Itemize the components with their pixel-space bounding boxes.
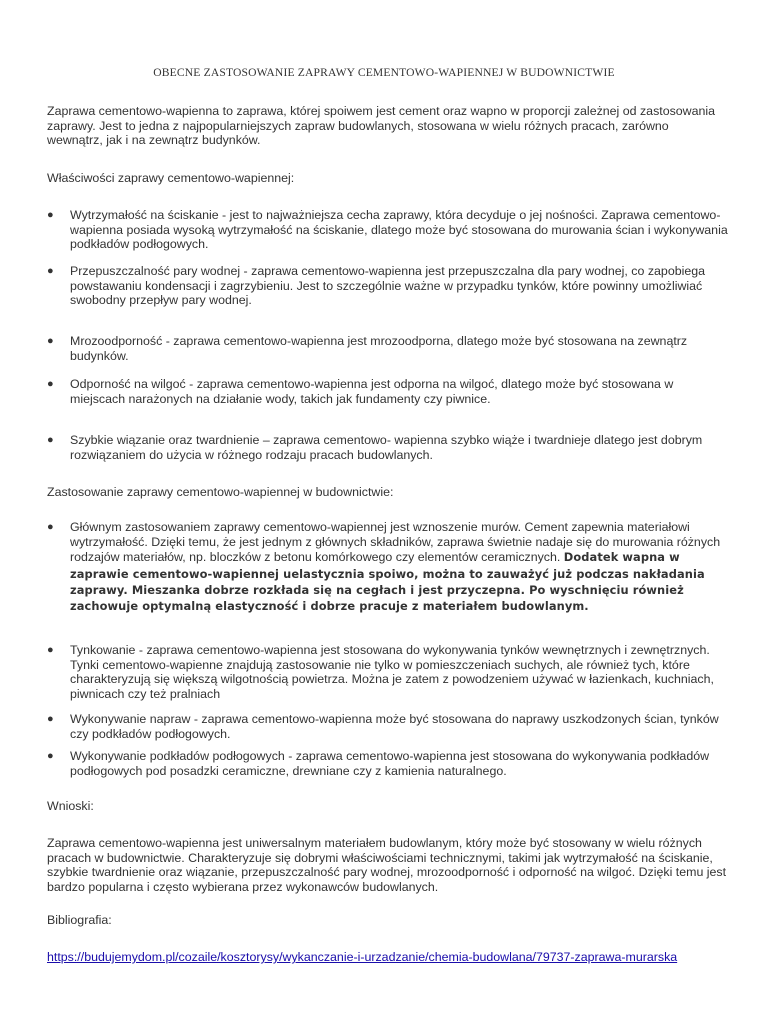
application-walls-text: Głównym zastosowaniem zaprawy cementowo-wapiennej jest wznoszenie murów. Cement zapewnia materiałowi wytrzymałość. Dzięki temu, że jest jednym z głównych składników, zaprawa świetnie nadaje się do murowania różnych rodzajów materiałów, np. bloczków z betonu komórkowego czy elementów ceramicznych. [70, 520, 721, 565]
bullet-icon: ● [47, 335, 54, 347]
bullet-icon: ● [47, 521, 54, 533]
property-strength: Wytrzymałość na ściskanie - jest to najważniejsza cecha zaprawy, która decyduje o jej nośności. Zaprawa cementowo-wapienna posiada wysoką wytrzymałość na ściskanie, dlatego może być stosowana do murowania ścian i wykonywania podkładów podłogowych. [70, 208, 728, 252]
bullet-icon: ● [47, 750, 54, 762]
application-floors: Wykonywanie podkładów podłogowych - zaprawa cementowo-wapienna jest stosowana do wykonywania podkładów podłogowych pod posadzki ceramiczne, drewniane czy z kamienia naturalnego. [70, 749, 710, 778]
conclusions-heading: Wnioski: [47, 799, 94, 813]
document-title: OBECNE ZASTOSOWANIE ZAPRAWY CEMENTOWO-WAPIENNEJ W BUDOWNICTWIE [153, 66, 615, 79]
bullet-icon: ● [47, 209, 54, 221]
properties-heading: Właściwości zaprawy cementowo-wapiennej: [47, 171, 295, 185]
bibliography-link[interactable]: https://budujemydom.pl/cozaile/kosztorysy/wykanczanie-i-urzadzanie/chemia-budowlana/79737-zaprawa-murarska [47, 950, 678, 964]
property-frost-resistance: Mrozoodporność - zaprawa cementowo-wapienna jest mrozoodporna, dlatego może być stosowana na zewnątrz budynków. [70, 334, 688, 363]
bullet-icon: ● [47, 265, 54, 277]
property-moisture-resistance: Odporność na wilgoć - zaprawa cementowo-wapienna jest odporna na wilgoć, dlatego może być stosowana w miejscach narażonych na działanie wody, takich jak fundamenty czy piwnice. [70, 377, 674, 406]
application-walls-bold: Dodatek wapna w zaprawie cementowo-wapiennej uelastycznia spoiwo, można to zauważyć już podczas nakładania zaprawy. Mieszanka dobrze rozkłada się na cegłach i jest przyczepna. Po wyschnięciu również zachowuje optymalną elastyczność i dobrze pracuje z materiałem budowlanym. [70, 550, 705, 614]
bullet-icon: ● [47, 434, 54, 446]
application-walls [70, 520, 730, 615]
applications-heading: Zastosowanie zaprawy cementowo-wapiennej w budownictwie: [47, 485, 394, 499]
bullet-icon: ● [47, 713, 54, 725]
bullet-icon: ● [47, 378, 54, 390]
application-repairs: Wykonywanie napraw - zaprawa cementowo-wapienna może być stosowana do naprawy uszkodzonych ścian, tynków czy podkładów podłogowych. [70, 712, 719, 741]
intro-paragraph: Zaprawa cementowo-wapienna to zaprawa, której spoiwem jest cement oraz wapno w proporcji zależnej od zastosowania zaprawy. Jest to jedna z najpopularniejszych zapraw budowlanych, stosowana w wielu różnych pracach, zarówno wewnątrz, jak i na zewnątrz budynków. [47, 104, 716, 148]
bibliography-heading: Bibliografia: [47, 913, 112, 927]
property-vapor-permeability: Przepuszczalność pary wodnej - zaprawa cementowo-wapienna jest przepuszczalna dla pary wodnej, co zapobiega powstawaniu kondensacji i zagrzybieniu. Jest to szczególnie ważne w przypadku tynków, które powinny umożliwiać swobodny przepływ pary wodnej. [70, 264, 706, 308]
conclusions-paragraph: Zaprawa cementowo-wapienna jest uniwersalnym materiałem budowlanym, który może być stosowany w wielu różnych pracach w budownictwie. Charakteryzuje się dobrymi właściwościami technicznymi, takimi jak wytrzymałość na ściskanie, szybkie twardnienie oraz wiązanie, przepuszczalność pary wodnej, mrozoodporność i odporność na wilgoć. Dzięki temu jest bardzo popularna i często wybierana przez wykonawców budowlanych. [47, 836, 727, 894]
bullet-icon: ● [47, 644, 54, 656]
property-fast-setting: Szybkie wiązanie oraz twardnienie – zaprawa cementowo- wapienna szybko wiąże i twardnieje dlatego jest dobrym rozwiązaniem do użycia w różnego rodzaju pracach budowlanych. [70, 433, 703, 462]
application-plaster: Tynkowanie - zaprawa cementowo-wapienna jest stosowana do wykonywania tynków wewnętrznych i zewnętrznych. Tynki cementowo-wapienne znajdują zastosowanie nie tylko w pomieszczeniach suchych, ale również tych, które charakteryzują się większą wilgotnością powietrza. Można je zatem z powodzeniem używać w łazienkach, kuchniach, piwnicach czy też pralniach [70, 643, 714, 701]
